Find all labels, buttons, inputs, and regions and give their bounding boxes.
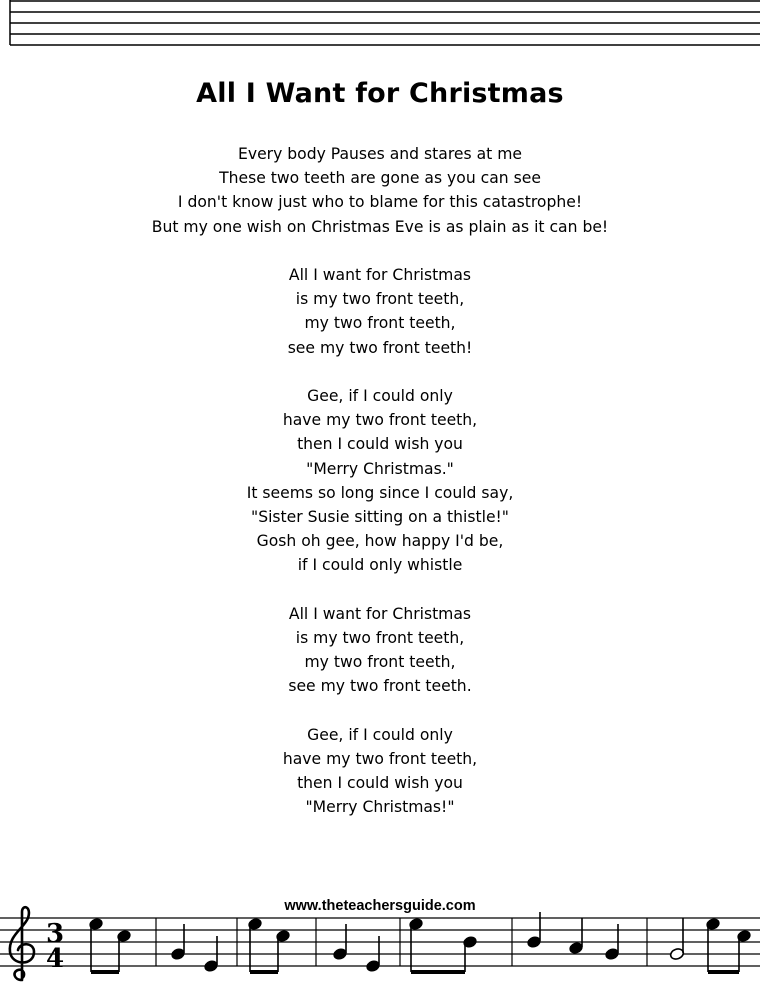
lyric-line: Gee, if I could only [307,387,453,405]
bottom-music-staff [0,900,760,984]
lyric-line: my two front teeth, [304,653,456,672]
lyric-line: But my one wish on Christmas Eve is as plain as it can be! [151,217,609,236]
lyric-line: Gee, if I could only [307,725,453,744]
lyric-line: then I could wish you [297,435,463,454]
lyric-line: Gosh oh gee, how happy I'd be, [256,532,504,551]
lyric-line: have my two front teeth, [282,750,478,769]
lyrics-stanza-2 [0,263,760,360]
lyric-line: These two teeth are gone as you can see [219,169,541,188]
page-title: All I Want for Christmas [196,78,564,109]
lyric-line: "Merry Christmas!" [305,798,455,817]
lyric-line: is my two front teeth, [295,629,465,648]
lyrics-stanza-3 [0,384,760,578]
lyric-line: I don't know just who to blame for this catastrophe! [177,193,583,212]
lyrics-body [0,142,760,844]
website-url: www.theteachersguide.com [284,898,476,914]
lyrics-stanza-1 [0,142,760,239]
lyric-line: if I could only whistle [297,556,463,575]
lyrics-stanza-4 [0,602,760,699]
lyric-line: have my two front teeth, [282,411,478,430]
lyric-line: then I could wish you [297,774,463,793]
lyric-line: All I want for Christmas [288,266,472,284]
lyric-line: It seems so long since I could say, [246,483,514,502]
lyric-line: see my two front teeth! [287,338,473,357]
time-signature-bottom: 4 [45,944,65,974]
lyric-line: All I want for Christmas [288,604,472,623]
lyric-line: "Merry Christmas." [306,459,454,478]
top-music-staff [0,0,760,60]
lyric-line: Every body Pauses and stares at me [238,145,522,163]
time-signature-top: 3 [45,919,65,949]
lyric-line: see my two front teeth. [288,677,472,696]
lyric-line: is my two front teeth, [295,290,465,309]
lyrics-stanza-5 [0,723,760,820]
lyric-line: my two front teeth, [304,314,456,333]
lyric-line: "Sister Susie sitting on a thistle!" [251,508,509,527]
